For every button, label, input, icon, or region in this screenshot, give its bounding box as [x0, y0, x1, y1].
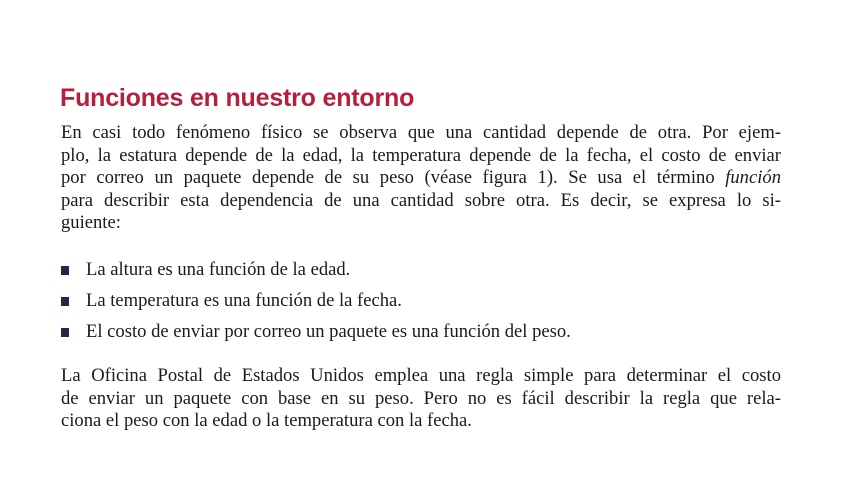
square-bullet-icon [61, 297, 69, 306]
intro-line-1: En casi todo fenómeno físico se observa que una cantidad depende de otra. Por ejem- [61, 122, 781, 143]
square-bullet-icon [61, 266, 69, 275]
list-item [61, 321, 781, 352]
list-item-text: La altura es una función de la edad. [86, 259, 351, 280]
intro-line-3 [61, 167, 781, 190]
intro-line-5: guiente: [61, 212, 121, 233]
intro-line-3-text: por correo un paquete depende de su peso (véase figura 1). Se usa el término [61, 167, 726, 188]
closing-paragraph [61, 365, 781, 433]
square-bullet-icon [61, 328, 69, 337]
emphasis-term: función [725, 167, 781, 188]
intro-line-4: para describir esta dependencia de una cantidad sobre otra. Es decir, se expresa lo si- [61, 189, 781, 211]
closing-line-1: La Oficina Postal de Estados Unidos emplea una regla simple para determinar el costo [61, 365, 781, 386]
intro-paragraph [61, 122, 781, 235]
list-item [61, 290, 781, 321]
closing-line-3: ciona el peso con la edad o la temperatura con la fecha. [61, 410, 472, 431]
examples-list [61, 259, 781, 352]
section-title: Funciones en nuestro entorno [60, 84, 415, 112]
list-item [61, 259, 781, 290]
intro-line-2: plo, la estatura depende de la edad, la temperatura depende de la fecha, el costo de enviar [61, 144, 781, 166]
closing-line-2: de enviar un paquete con base en su peso. Pero no es fácil describir la regla que rela- [61, 387, 781, 409]
list-item-text: La temperatura es una función de la fecha. [86, 290, 402, 311]
list-item-text: El costo de enviar por correo un paquete es una función del peso. [86, 321, 571, 342]
